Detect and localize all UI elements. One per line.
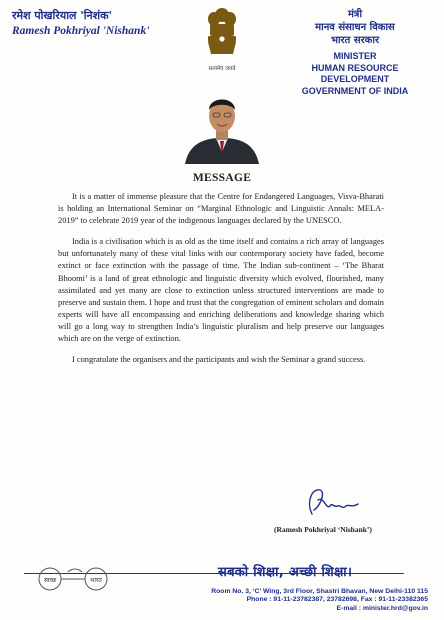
logo-text-bharat: भारत <box>90 577 102 584</box>
minister-portrait <box>183 86 261 164</box>
signatory-name: (Ramesh Pokhriyal ‘Nishank’) <box>274 525 372 534</box>
designation-english-minister: MINISTER <box>333 51 377 61</box>
footer-slogan: सबको शिक्षा, अच्छी शिक्षा। <box>218 565 353 580</box>
designation-hindi-ministry: मानव संसाधन विकास <box>315 22 395 33</box>
address-line: Room No. 3, ‘C’ Wing, 3rd Floor, Shastri Bhavan, New Delhi-110 115 <box>211 588 428 595</box>
letterhead-designation-block <box>280 8 430 97</box>
designation-hindi-minister: मंत्री <box>347 9 363 20</box>
minister-name-english: Ramesh Pokhriyal 'Nishank' <box>12 25 150 37</box>
phone-fax-line: Phone : 91-11-23782387, 23782698, Fax : 91-11-23382365 <box>246 596 428 604</box>
handwritten-signature <box>302 484 362 525</box>
designation-english-government: GOVERNMENT OF INDIA <box>301 85 409 96</box>
footer-address <box>168 588 428 613</box>
message-paragraph: India is a civilisation which is as old as the time itself and contains a rich array of languages but unfortunately many of these vital links with our contemporary society have faded, become extinct or face extinction with the passage of time. The Indian sub-continent – ‘The Bharat Bhoomi’ is a land of great ethnologic and linguistic diversity which evolved, flourished, many assimilated and yet many are close to extinction unless structured interventions are made to preserve and sustain them. I hope and trust that the congregation of eminent scholars and domain experts will have all encompassing and enriching deliberations and knowledge sharing which will go a long way to strengthen India’s linguistic pluralism and help preserve our languages which are on the verge of extinction. <box>58 237 384 344</box>
logo-text-swachh: स्वच्छ <box>43 577 57 584</box>
message-paragraph: I congratulate the organisers and the participants and wish the Seminar a grand success. <box>72 355 366 365</box>
designation-hindi-government: भारत सरकार <box>330 35 380 46</box>
emblem-motto: सत्यमेव जयते <box>208 66 236 72</box>
message-title: MESSAGE <box>192 172 252 184</box>
message-paragraph: It is a matter of immense pleasure that the Centre for Endangered Languages, Visva-Bharati is holding an International Seminar on “Marginal Ethnologic and Linguistic Annals: MELA-2019” to celebrate 2019 year of the indigenous languages declared by the UNESCO. <box>58 192 384 226</box>
email-line: E-mail : minister.hrd@gov.in <box>336 604 428 612</box>
letterhead-name-block <box>12 8 149 37</box>
state-emblem <box>197 6 247 72</box>
message-body <box>58 191 384 375</box>
ashoka-lion-capital-icon <box>205 6 239 58</box>
swachh-bharat-logo <box>28 566 138 597</box>
minister-name-hindi: रमेश पोखरियाल 'निशंक' <box>12 9 112 22</box>
designation-english-ministry: HUMAN RESOURCE DEVELOPMENT <box>311 62 399 84</box>
